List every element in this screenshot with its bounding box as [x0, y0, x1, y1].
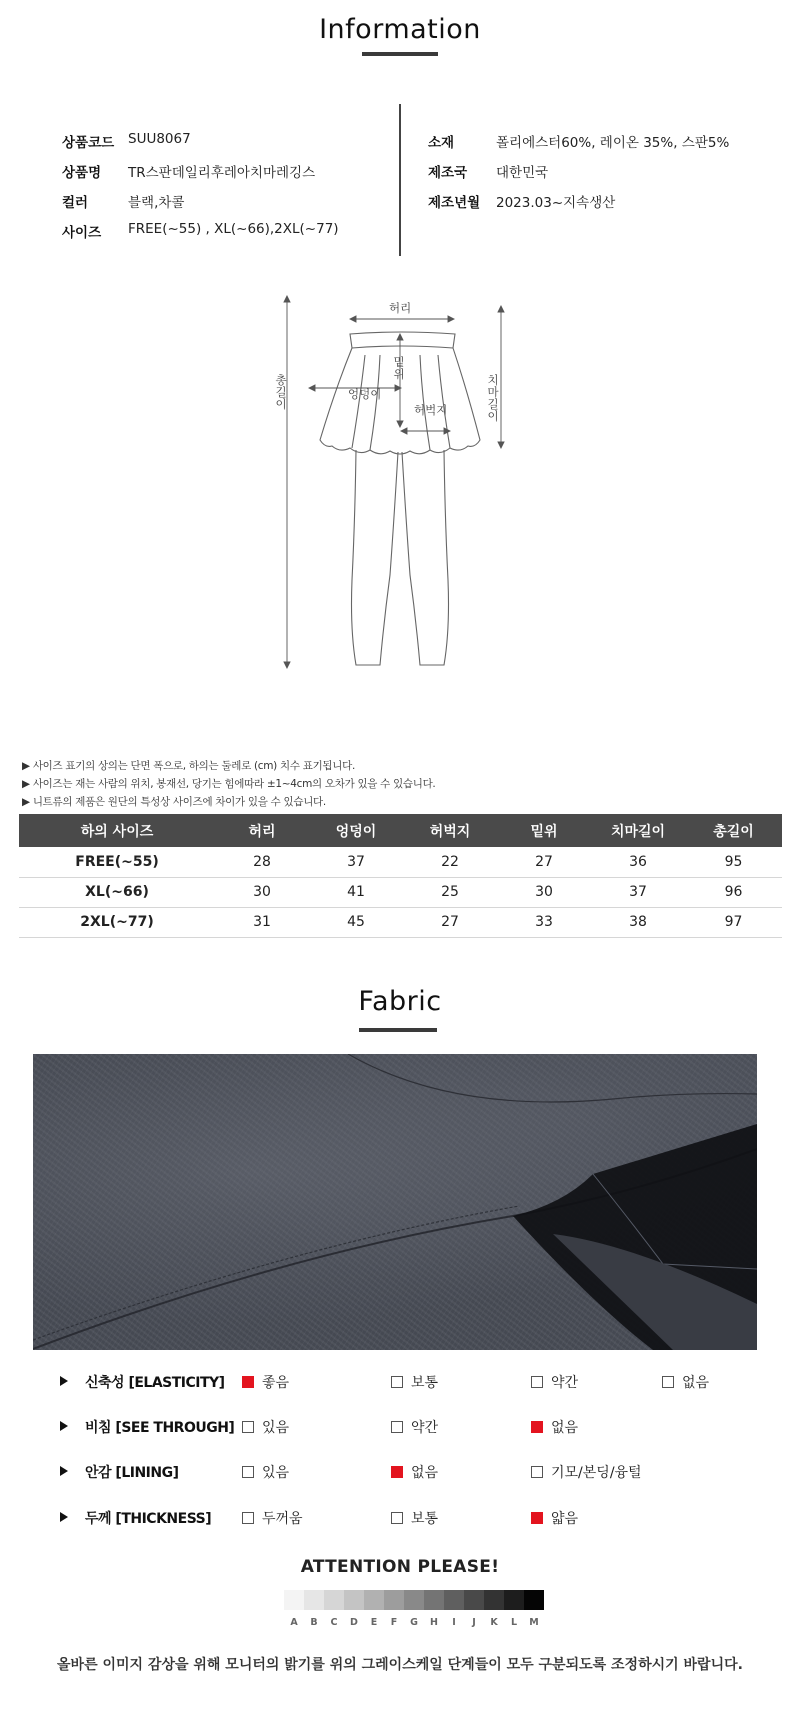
left-leg-shape	[352, 450, 399, 665]
checkbox-empty-icon	[662, 1376, 674, 1388]
table-cell: 2XL(~77)	[19, 907, 215, 937]
option-label: 두꺼움	[262, 1511, 303, 1527]
option-checkbox[interactable]	[242, 1508, 303, 1528]
property-name: 비침 [SEE THROUGH]	[85, 1420, 235, 1436]
option-checkbox[interactable]	[531, 1508, 578, 1528]
diagram-label-waist: 허리	[389, 301, 412, 315]
info-country	[428, 161, 548, 181]
size-note-1: ▶ 사이즈 표기의 상의는 단면 폭으로, 하의는 둘레로 (cm) 치수 표기됩니다.	[22, 760, 355, 772]
option-checkbox[interactable]	[531, 1372, 578, 1392]
table-cell: 45	[309, 907, 403, 937]
table-cell: 96	[685, 877, 782, 907]
property-name: 두께 [THICKNESS]	[85, 1511, 212, 1527]
grayscale-swatch	[524, 1590, 544, 1610]
checkbox-empty-icon	[242, 1512, 254, 1524]
option-label: 없음	[551, 1420, 579, 1436]
header-size: 하의 사이즈	[19, 814, 215, 847]
info-color	[62, 191, 184, 211]
option-label: 없음	[411, 1465, 439, 1481]
property-thickness	[60, 1507, 760, 1533]
grayscale-swatch	[324, 1590, 344, 1610]
info-manufacture-date	[428, 191, 615, 211]
grayscale-swatch	[464, 1590, 484, 1610]
grayscale-swatch	[384, 1590, 404, 1610]
grayscale-letter: D	[350, 1617, 358, 1628]
header-hip: 엉덩이	[309, 814, 403, 847]
grayscale-swatch	[504, 1590, 524, 1610]
diagram-label-thigh: 허벅지	[414, 403, 448, 417]
table-cell: 97	[685, 907, 782, 937]
table-row	[19, 847, 782, 877]
property-name: 신축성 [ELASTICITY]	[85, 1375, 225, 1391]
option-label: 있음	[262, 1465, 290, 1481]
grayscale-letter: C	[330, 1617, 338, 1628]
option-label: 보통	[411, 1375, 439, 1391]
triangle-bullet-icon	[60, 1421, 68, 1431]
measurement-diagram	[275, 290, 520, 675]
option-checkbox[interactable]	[391, 1508, 438, 1528]
grayscale-letter: G	[410, 1617, 418, 1628]
fabric-photo	[33, 1054, 757, 1350]
grayscale-letter: F	[390, 1617, 398, 1628]
table-row	[19, 877, 782, 907]
grayscale-swatch	[424, 1590, 444, 1610]
attention-title: ATTENTION PLEASE!	[300, 1557, 500, 1577]
table-cell: 22	[403, 847, 497, 877]
header-thigh: 허벅지	[403, 814, 497, 847]
information-title: Information	[319, 14, 481, 45]
option-label: 약간	[551, 1375, 579, 1391]
size-table-header	[19, 814, 782, 847]
table-cell: 27	[497, 847, 591, 877]
triangle-bullet-icon	[60, 1512, 68, 1522]
table-cell: 27	[403, 907, 497, 937]
option-checkbox[interactable]	[242, 1417, 289, 1437]
grayscale-letter: A	[290, 1617, 298, 1628]
info-value: FREE(~55) , XL(~66),2XL(~77)	[128, 221, 339, 237]
option-label: 좋음	[262, 1375, 290, 1391]
property-see-through	[60, 1416, 760, 1442]
grayscale-swatch	[484, 1590, 504, 1610]
grayscale-swatch	[404, 1590, 424, 1610]
info-key: 컬러	[62, 195, 89, 211]
right-leg-shape	[402, 450, 449, 665]
option-label: 있음	[262, 1420, 290, 1436]
size-table	[19, 814, 782, 938]
diagram-label-rise: 밑위	[393, 355, 405, 382]
option-label: 약간	[411, 1420, 439, 1436]
option-checkbox[interactable]	[391, 1372, 438, 1392]
header-skirt-length: 치마길이	[591, 814, 685, 847]
checkbox-checked-icon	[531, 1421, 543, 1433]
checkbox-checked-icon	[391, 1466, 403, 1478]
table-cell: 41	[309, 877, 403, 907]
table-cell: 37	[591, 877, 685, 907]
grayscale-swatch	[284, 1590, 304, 1610]
brightness-notice: 올바른 이미지 감상을 위해 모니터의 밝기를 위의 그레이스케일 단계들이 모두 구분되도록 조정하시기 바랍니다.	[57, 1657, 743, 1673]
checkbox-empty-icon	[242, 1421, 254, 1433]
grayscale-swatch	[304, 1590, 324, 1610]
property-name: 안감 [LINING]	[85, 1465, 179, 1481]
fabric-seam-overlay	[33, 1054, 757, 1350]
header-waist: 허리	[215, 814, 309, 847]
property-elasticity	[60, 1371, 760, 1397]
grayscale-letter: M	[529, 1617, 539, 1628]
info-value: 블랙,차콜	[128, 195, 185, 211]
checkbox-empty-icon	[531, 1466, 543, 1478]
info-key: 제조년월	[428, 195, 481, 211]
option-checkbox[interactable]	[242, 1462, 289, 1482]
fabric-title: Fabric	[358, 986, 442, 1017]
table-cell: 28	[215, 847, 309, 877]
option-checkbox[interactable]	[531, 1417, 578, 1437]
info-value: SUU8067	[128, 131, 191, 147]
diagram-label-hip: 엉덩이	[348, 387, 382, 401]
triangle-bullet-icon	[60, 1376, 68, 1386]
option-checkbox[interactable]	[531, 1462, 642, 1482]
info-value: 2023.03~지속생산	[496, 195, 616, 211]
checkbox-empty-icon	[531, 1376, 543, 1388]
grayscale-letter: K	[490, 1617, 498, 1628]
grayscale-bar	[284, 1590, 544, 1610]
option-checkbox[interactable]	[662, 1372, 709, 1392]
option-label: 없음	[682, 1375, 710, 1391]
diagram-label-total-length: 총길이	[275, 373, 287, 412]
info-size	[62, 221, 339, 241]
table-cell: 37	[309, 847, 403, 877]
option-checkbox[interactable]	[242, 1372, 289, 1392]
checkbox-checked-icon	[242, 1376, 254, 1388]
info-product-code	[62, 131, 191, 151]
checkbox-empty-icon	[391, 1376, 403, 1388]
info-material	[428, 131, 729, 151]
info-key: 제조국	[428, 165, 468, 181]
grayscale-letters	[284, 1617, 544, 1628]
property-lining	[60, 1461, 760, 1487]
grayscale-letter: L	[510, 1617, 518, 1628]
diagram-label-skirt-length: 치마길이	[487, 373, 499, 424]
option-checkbox[interactable]	[391, 1462, 438, 1482]
table-cell: 33	[497, 907, 591, 937]
option-checkbox[interactable]	[391, 1417, 438, 1437]
option-label: 보통	[411, 1511, 439, 1527]
grayscale-swatch	[344, 1590, 364, 1610]
option-label: 기모/본딩/융털	[551, 1465, 642, 1481]
info-product-name	[62, 161, 315, 181]
header-rise: 밑위	[497, 814, 591, 847]
grayscale-letter: J	[472, 1617, 476, 1628]
info-key: 상품코드	[62, 135, 115, 151]
info-key: 상품명	[62, 165, 102, 181]
table-cell: 30	[215, 877, 309, 907]
table-cell: XL(~66)	[19, 877, 215, 907]
table-cell: 38	[591, 907, 685, 937]
table-row	[19, 907, 782, 937]
table-cell: FREE(~55)	[19, 847, 215, 877]
table-cell: 25	[403, 877, 497, 907]
option-label: 얇음	[551, 1511, 579, 1527]
fabric-title-underline	[359, 1028, 437, 1032]
checkbox-empty-icon	[391, 1421, 403, 1433]
table-cell: 36	[591, 847, 685, 877]
grayscale-swatch	[364, 1590, 384, 1610]
size-note-2: ▶ 사이즈는 재는 사람의 위치, 봉재선, 당기는 힘에따라 ±1~4cm의 오차가 있을 수 있습니다.	[22, 778, 436, 790]
grayscale-letter: H	[430, 1617, 438, 1628]
checkbox-checked-icon	[531, 1512, 543, 1524]
skirt-leggings-illustration	[280, 290, 520, 675]
table-cell: 30	[497, 877, 591, 907]
info-key: 사이즈	[62, 225, 102, 241]
grayscale-letter: E	[370, 1617, 378, 1628]
checkbox-empty-icon	[391, 1512, 403, 1524]
table-cell: 31	[215, 907, 309, 937]
triangle-bullet-icon	[60, 1466, 68, 1476]
info-divider	[399, 104, 401, 256]
info-value: 폴리에스터60%, 레이온 35%, 스판5%	[496, 135, 730, 151]
info-value: 대한민국	[496, 165, 549, 181]
table-cell: 95	[685, 847, 782, 877]
grayscale-letter: B	[310, 1617, 318, 1628]
size-note-3: ▶ 니트류의 제품은 원단의 특성상 사이즈에 차이가 있을 수 있습니다.	[22, 796, 326, 808]
checkbox-empty-icon	[242, 1466, 254, 1478]
header-total-length: 총길이	[685, 814, 782, 847]
grayscale-letter: I	[452, 1617, 456, 1628]
info-key: 소재	[428, 135, 455, 151]
info-value: TR스판데일리후레아치마레깅스	[128, 165, 316, 181]
grayscale-swatch	[444, 1590, 464, 1610]
information-title-underline	[362, 52, 438, 56]
